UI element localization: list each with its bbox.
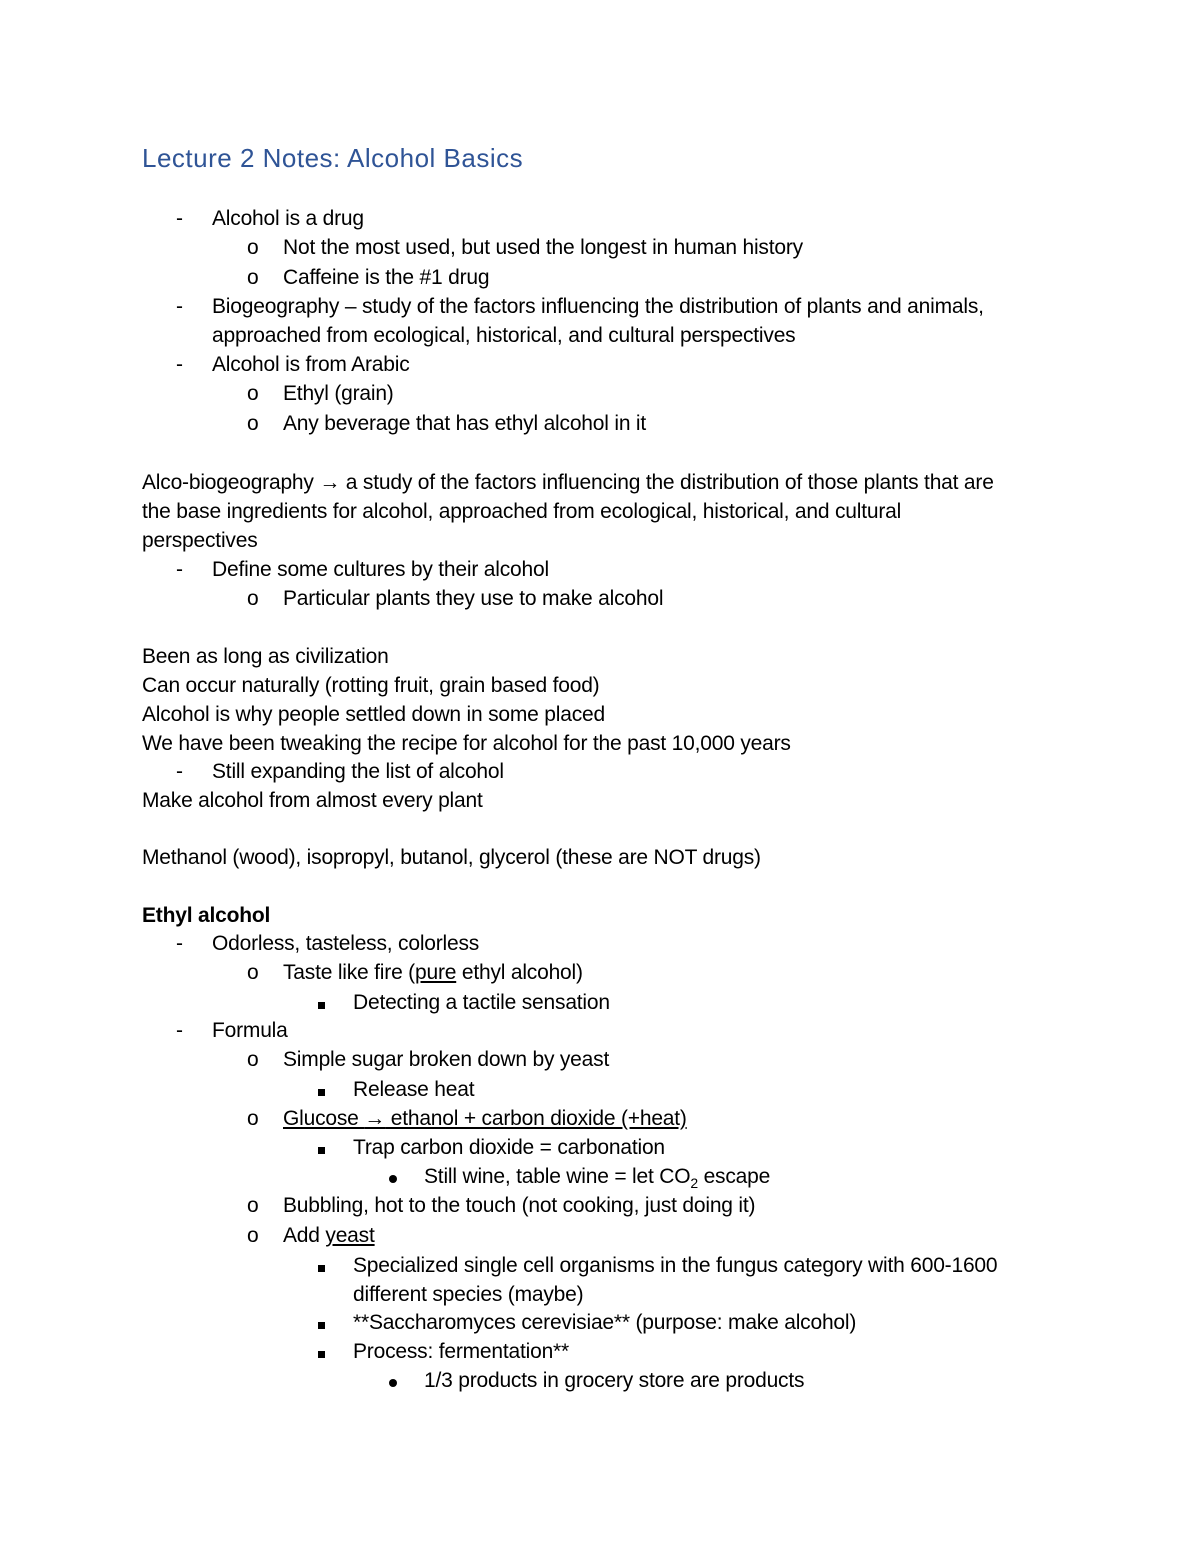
text: Glucose [283, 1107, 365, 1130]
dash-bullet: - [176, 207, 183, 230]
square-bullet-icon [318, 1075, 325, 1104]
list-item: Simple sugar broken down by yeast [283, 1048, 610, 1071]
circle-bullet: o [247, 587, 259, 610]
section-heading: Ethyl alcohol [142, 904, 271, 927]
list-item: Formula [212, 1019, 288, 1042]
circle-bullet: o [247, 1107, 259, 1130]
list-item: Process: fermentation** [353, 1340, 570, 1363]
paragraph-line: the base ingredients for alcohol, approached from ecological, historical, and cultural [142, 500, 902, 523]
circle-bullet: o [247, 1224, 259, 1247]
circle-bullet: o [247, 961, 259, 984]
underlined-text: pure [414, 961, 457, 984]
round-bullet-icon [389, 1162, 397, 1191]
paragraph-line: Can occur naturally (rotting fruit, grain based food) [142, 674, 600, 697]
square-bullet-icon [318, 988, 325, 1017]
underlined-text: yeast [325, 1224, 375, 1247]
list-item [283, 1221, 375, 1250]
circle-bullet: o [247, 1048, 259, 1071]
square-bullet-icon [318, 1133, 325, 1162]
list-item: Define some cultures by their alcohol [212, 558, 549, 581]
arrow-icon: → [364, 1107, 386, 1130]
list-item-continuation: approached from ecological, historical, and cultural perspectives [212, 324, 796, 347]
round-bullet-icon [389, 1366, 397, 1395]
circle-bullet: o [247, 236, 259, 259]
list-item: 1/3 products in grocery store are products [424, 1369, 805, 1392]
circle-bullet: o [247, 266, 259, 289]
dash-bullet: - [176, 932, 183, 955]
paragraph-line [142, 468, 994, 497]
dash-bullet: - [176, 353, 183, 376]
circle-bullet: o [247, 1194, 259, 1217]
dash-bullet: - [176, 760, 183, 783]
subscript: 2 [690, 1175, 698, 1192]
paragraph-line: Been as long as civilization [142, 645, 389, 668]
term: Alco-biogeography [142, 471, 314, 494]
dash-bullet: - [176, 558, 183, 581]
circle-bullet: o [247, 382, 259, 405]
list-item: Alcohol is from Arabic [212, 353, 410, 376]
text: Taste like fire ( [283, 961, 415, 984]
paragraph-line: Alcohol is why people settled down in some placed [142, 703, 605, 726]
list-item: **Saccharomyces cerevisiae** (purpose: make alcohol) [353, 1311, 857, 1334]
square-bullet-icon [318, 1337, 325, 1366]
paragraph-line: Make alcohol from almost every plant [142, 789, 483, 812]
list-item [424, 1162, 770, 1191]
square-bullet-icon [318, 1308, 325, 1337]
list-item: Caffeine is the #1 drug [283, 266, 490, 289]
page-title: Lecture 2 Notes: Alcohol Basics [142, 143, 524, 173]
list-item [283, 1104, 687, 1133]
list-item: Biogeography – study of the factors influencing the distribution of plants and animals, [212, 295, 984, 318]
text: Add [283, 1224, 326, 1247]
paragraph-text: a study of the factors influencing the distribution of those plants that are [340, 471, 994, 494]
list-item-continuation: different species (maybe) [353, 1283, 584, 1306]
list-item: Not the most used, but used the longest in human history [283, 236, 803, 259]
list-item: Bubbling, hot to the touch (not cooking, just doing it) [283, 1194, 756, 1217]
square-bullet-icon [318, 1251, 325, 1280]
list-item: Release heat [353, 1078, 475, 1101]
list-item [283, 958, 583, 987]
text: escape [697, 1165, 771, 1188]
list-item: Any beverage that has ethyl alcohol in it [283, 412, 647, 435]
text: Still wine, table wine = let CO [424, 1165, 691, 1188]
text: ethyl alcohol) [456, 961, 583, 984]
paragraph-line: Methanol (wood), isopropyl, butanol, glycerol (these are NOT drugs) [142, 846, 761, 869]
dash-bullet: - [176, 295, 183, 318]
paragraph-line: We have been tweaking the recipe for alcohol for the past 10,000 years [142, 732, 791, 755]
paragraph-line: perspectives [142, 529, 258, 552]
dash-bullet: - [176, 1019, 183, 1042]
list-item: Still expanding the list of alcohol [212, 760, 504, 783]
list-item: Ethyl (grain) [283, 382, 394, 405]
arrow-icon: → [319, 471, 341, 494]
list-item: Odorless, tasteless, colorless [212, 932, 480, 955]
list-item: Detecting a tactile sensation [353, 991, 610, 1014]
list-item: Trap carbon dioxide = carbonation [353, 1136, 665, 1159]
list-item: Specialized single cell organisms in the fungus category with 600-1600 [353, 1254, 998, 1277]
text: ethanol + carbon dioxide (+heat) [385, 1107, 687, 1130]
list-item: Alcohol is a drug [212, 207, 364, 230]
list-item: Particular plants they use to make alcohol [283, 587, 664, 610]
circle-bullet: o [247, 412, 259, 435]
